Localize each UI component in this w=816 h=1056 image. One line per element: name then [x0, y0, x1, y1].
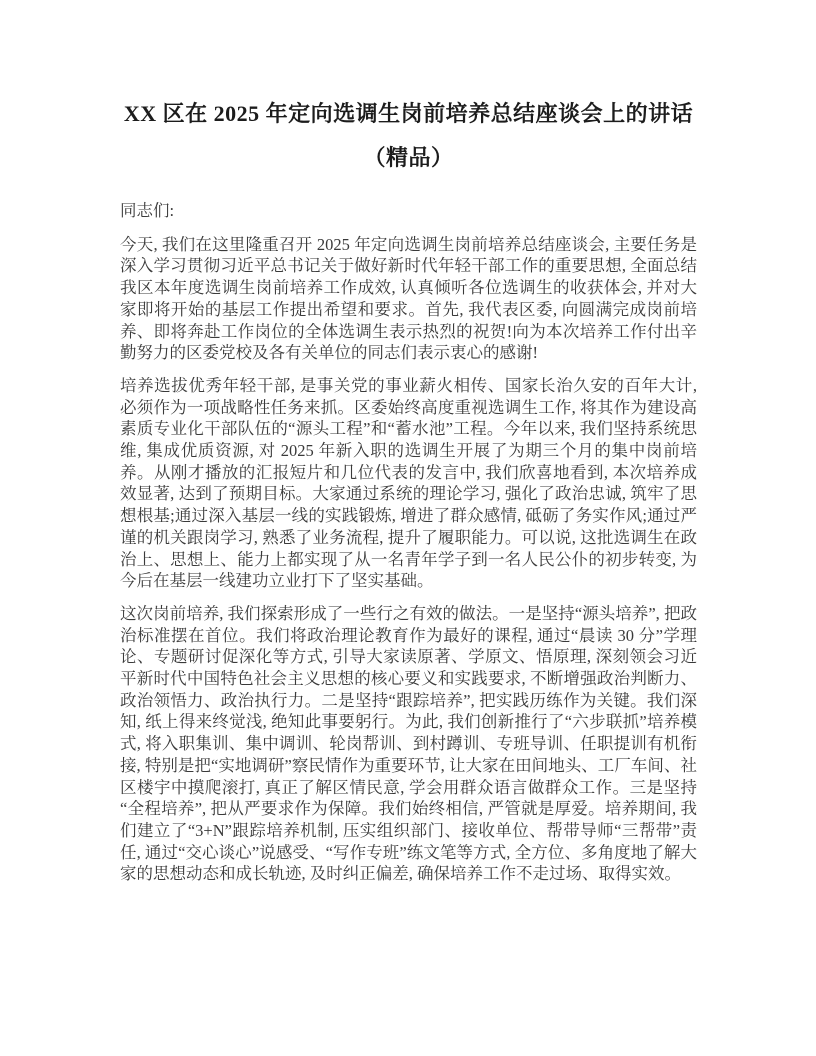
document-title: XX 区在 2025 年定向选调生岗前培养总结座谈会上的讲话（精品）	[123, 101, 694, 170]
paragraph-opening: 今天, 我们在这里隆重召开 2025 年定向选调生岗前培养总结座谈会, 主要任务是深入学习贯彻习近平总书记关于做好新时代年轻干部工作的重要思想, 全面总结我区本年度选调生岗前培养工作成效, 认真倾听各位选调生的收获体会, 并对大家即将开始的基层工作提出希望和要求。首先, 我代表区委, 向圆满完成岗前培养、即将奔赴工作岗位的全体选调生表示热烈的祝贺!向为本次培养工作付出辛勤努力的区委党校及各有关单位的同志们表示衷心的感谢!	[120, 234, 697, 363]
salutation: 同志们:	[120, 201, 175, 220]
paragraph-achievements: 培养选拔优秀年轻干部, 是事关党的事业薪火相传、国家长治久安的百年大计, 必须作为一项战略性任务来抓。区委始终高度重视选调生工作, 将其作为建设高素质专业化干部队伍的“源头工程”和“蓄水池”工程。今年以来, 我们坚持系统思维, 集成优质资源, 对 2025 年新入职的选调生开展了为期三个月的集中岗前培养。从刚才播放的汇报短片和几位代表的发言中, 我们欣喜地看到, 本次培养成效显著, 达到了预期目标。大家通过系统的理论学习, 强化了政治忠诚, 筑牢了思想根基;通过深入基层一线的实践锻炼, 增进了群众感情, 砥砺了务实作风;通过严谨的机关跟岗学习, 熟悉了业务流程, 提升了履职能力。可以说, 这批选调生在政治上、思想上、能力上都实现了从一名青年学子到一名人民公仆的初步转变, 为今后在基层一线建功立业打下了坚实基础。	[120, 375, 697, 591]
paragraph-practices: 这次岗前培养, 我们探索形成了一些行之有效的做法。一是坚持“源头培养”, 把政治标准摆在首位。我们将政治理论教育作为最好的课程, 通过“晨读 30 分”学理论、专题研讨促深化等方式, 引导大家读原著、学原文、悟原理, 深刻领会习近平新时代中国特色社会主义思想的核心要义和实践要求, 不断增强政治判断力、政治领悟力、政治执行力。二是坚持“跟踪培养”, 把实践历练作为关键。我们深知, 纸上得来终觉浅, 绝知此事要躬行。为此, 我们创新推行了“六步联抓”培养模式, 将入职集训、集中调训、轮岗帮训、到村蹲训、专班导训、任职提训有机衔接, 特别是把“实地调研”察民情作为重要环节, 让大家在田间地头、工厂车间、社区楼宇中摸爬滚打, 真正了解区情民意, 学会用群众语言做群众工作。三是坚持“全程培养”, 把从严要求作为保障。我们始终相信, 严管就是厚爱。培养期间, 我们建立了“3+N”跟踪培养机制, 压实组织部门、接收单位、帮带导师“三帮带”责任, 通过“交心谈心”说感受、“写作专班”练文笔等方式, 全方位、多角度地了解大家的思想动态和成长轨迹, 及时纠正偏差, 确保培养工作不走过场、取得实效。	[120, 603, 697, 884]
